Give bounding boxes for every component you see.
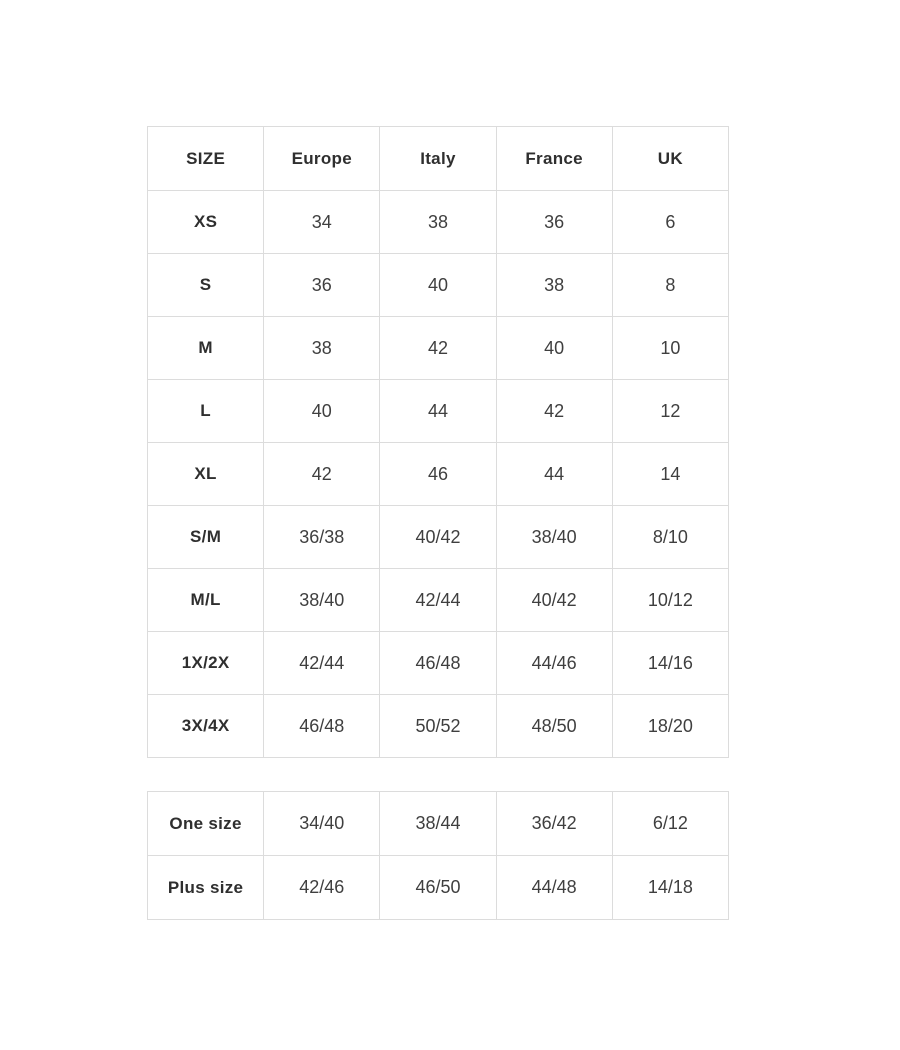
size-table-header-row	[148, 127, 729, 191]
value-cell-france: 36/42	[496, 792, 612, 856]
value-cell-france: 44/48	[496, 856, 612, 920]
value-cell-france: 42	[496, 380, 612, 443]
value-cell-italy: 50/52	[380, 695, 496, 758]
value-cell-france: 38	[496, 254, 612, 317]
table-row	[148, 254, 729, 317]
value-cell-europe: 38/40	[264, 569, 380, 632]
value-cell-europe: 46/48	[264, 695, 380, 758]
table-row	[148, 443, 729, 506]
value-cell-uk: 10/12	[612, 569, 728, 632]
value-cell-europe: 34/40	[264, 792, 380, 856]
table-row	[148, 317, 729, 380]
value-cell-europe: 36/38	[264, 506, 380, 569]
size-label-cell: L	[148, 380, 264, 443]
value-cell-europe: 40	[264, 380, 380, 443]
size-label-cell: M/L	[148, 569, 264, 632]
table-row	[148, 695, 729, 758]
value-cell-italy: 42	[380, 317, 496, 380]
value-cell-uk: 8/10	[612, 506, 728, 569]
size-label-cell: M	[148, 317, 264, 380]
column-header-europe: Europe	[264, 127, 380, 191]
value-cell-uk: 14	[612, 443, 728, 506]
value-cell-uk: 12	[612, 380, 728, 443]
value-cell-france: 44	[496, 443, 612, 506]
size-table-secondary	[147, 791, 729, 920]
value-cell-italy: 46/48	[380, 632, 496, 695]
value-cell-uk: 6/12	[612, 792, 728, 856]
value-cell-france: 40	[496, 317, 612, 380]
value-cell-europe: 42/44	[264, 632, 380, 695]
table-row	[148, 191, 729, 254]
column-header-uk: UK	[612, 127, 728, 191]
value-cell-uk: 14/18	[612, 856, 728, 920]
value-cell-uk: 8	[612, 254, 728, 317]
value-cell-italy: 40	[380, 254, 496, 317]
table-row	[148, 506, 729, 569]
value-cell-europe: 34	[264, 191, 380, 254]
size-label-cell: 1X/2X	[148, 632, 264, 695]
size-label-cell: 3X/4X	[148, 695, 264, 758]
value-cell-uk: 18/20	[612, 695, 728, 758]
value-cell-europe: 38	[264, 317, 380, 380]
value-cell-europe: 42	[264, 443, 380, 506]
size-label-cell: S/M	[148, 506, 264, 569]
table-row	[148, 856, 729, 920]
size-conversion-chart	[147, 126, 729, 920]
value-cell-uk: 14/16	[612, 632, 728, 695]
table-row	[148, 569, 729, 632]
value-cell-italy: 44	[380, 380, 496, 443]
value-cell-europe: 36	[264, 254, 380, 317]
value-cell-france: 44/46	[496, 632, 612, 695]
value-cell-france: 36	[496, 191, 612, 254]
value-cell-italy: 42/44	[380, 569, 496, 632]
table-row	[148, 380, 729, 443]
value-cell-italy: 46/50	[380, 856, 496, 920]
value-cell-uk: 10	[612, 317, 728, 380]
value-cell-france: 40/42	[496, 569, 612, 632]
value-cell-france: 48/50	[496, 695, 612, 758]
size-label-cell: Plus size	[148, 856, 264, 920]
value-cell-italy: 38/44	[380, 792, 496, 856]
column-header-france: France	[496, 127, 612, 191]
size-table-main	[147, 126, 729, 758]
value-cell-italy: 38	[380, 191, 496, 254]
value-cell-france: 38/40	[496, 506, 612, 569]
size-label-cell: S	[148, 254, 264, 317]
column-header-italy: Italy	[380, 127, 496, 191]
size-label-cell: One size	[148, 792, 264, 856]
value-cell-uk: 6	[612, 191, 728, 254]
size-label-cell: XS	[148, 191, 264, 254]
value-cell-italy: 40/42	[380, 506, 496, 569]
value-cell-europe: 42/46	[264, 856, 380, 920]
table-row	[148, 632, 729, 695]
size-label-cell: XL	[148, 443, 264, 506]
column-header-size: SIZE	[148, 127, 264, 191]
table-row	[148, 792, 729, 856]
value-cell-italy: 46	[380, 443, 496, 506]
